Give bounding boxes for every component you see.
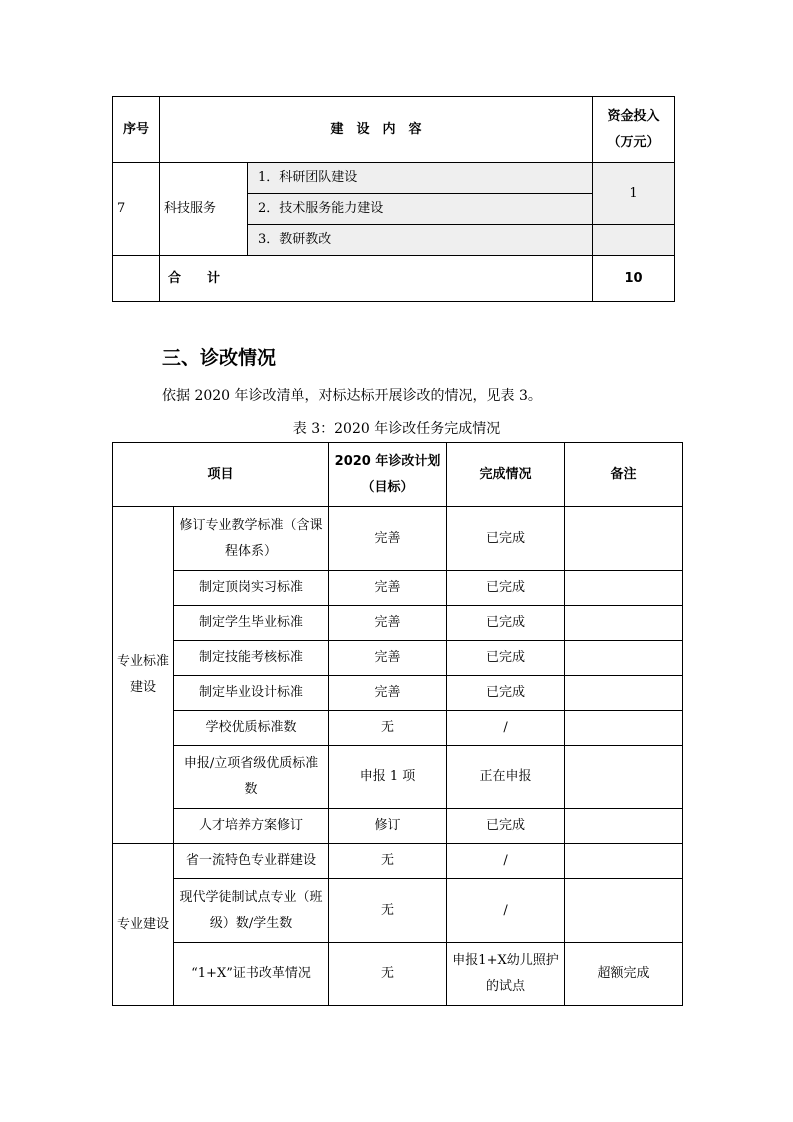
row-remark bbox=[565, 711, 683, 746]
row-plan: 修订 bbox=[329, 809, 447, 844]
header-seq: 序号 bbox=[113, 97, 160, 163]
row-item: 人才培养方案修订 bbox=[174, 809, 329, 844]
header-status: 完成情况 bbox=[447, 443, 565, 507]
row7-item: 2．技术服务能力建设 bbox=[248, 194, 593, 225]
row-status: 申报1+X幼儿照护的试点 bbox=[447, 943, 565, 1006]
row-plan: 完善 bbox=[329, 641, 447, 676]
row-remark bbox=[565, 676, 683, 711]
row-plan: 完善 bbox=[329, 571, 447, 606]
row-status: / bbox=[447, 879, 565, 943]
header-project: 项目 bbox=[113, 443, 329, 507]
section-intro: 依据 2020 年诊改清单，对标达标开展诊改的情况，见表 3。 bbox=[162, 388, 542, 404]
row7-funding-empty bbox=[593, 225, 675, 256]
row-remark bbox=[565, 507, 683, 571]
row-status: 已完成 bbox=[447, 507, 565, 571]
row-plan: 无 bbox=[329, 879, 447, 943]
row-remark bbox=[565, 606, 683, 641]
header-remark: 备注 bbox=[565, 443, 683, 507]
total-value: 10 bbox=[593, 256, 675, 302]
row-item: 现代学徒制试点专业（班级）数/学生数 bbox=[174, 879, 329, 943]
row-item: 修订专业教学标准（含课程体系） bbox=[174, 507, 329, 571]
row-item: “1+X”证书改革情况 bbox=[174, 943, 329, 1006]
row-item: 申报/立项省级优质标准数 bbox=[174, 746, 329, 809]
row-plan: 无 bbox=[329, 943, 447, 1006]
row-item: 学校优质标准数 bbox=[174, 711, 329, 746]
header-plan: 2020 年诊改计划（目标） bbox=[329, 443, 447, 507]
row-plan: 完善 bbox=[329, 507, 447, 571]
row-remark bbox=[565, 809, 683, 844]
row-item: 省一流特色专业群建设 bbox=[174, 844, 329, 879]
section-heading: 三、诊改情况 bbox=[162, 347, 277, 369]
row-status: 已完成 bbox=[447, 571, 565, 606]
row-status: 已完成 bbox=[447, 676, 565, 711]
row7-category: 科技服务 bbox=[160, 163, 248, 256]
row-item: 制定毕业设计标准 bbox=[174, 676, 329, 711]
total-label: 合 计 bbox=[160, 256, 593, 302]
row-plan: 无 bbox=[329, 711, 447, 746]
group-name: 专业建设 bbox=[113, 844, 174, 1006]
total-seq-empty bbox=[113, 256, 160, 302]
row-remark: 超额完成 bbox=[565, 943, 683, 1006]
row-status: 已完成 bbox=[447, 641, 565, 676]
row7-funding: 1 bbox=[593, 163, 675, 225]
row-plan: 完善 bbox=[329, 606, 447, 641]
row-status: 已完成 bbox=[447, 606, 565, 641]
row-status: / bbox=[447, 844, 565, 879]
row-remark bbox=[565, 571, 683, 606]
row7-item: 3．教研教改 bbox=[248, 225, 593, 256]
row-status: / bbox=[447, 711, 565, 746]
header-content: 建 设 内 容 bbox=[160, 97, 593, 163]
row-status: 已完成 bbox=[447, 809, 565, 844]
row7-item: 1．科研团队建设 bbox=[248, 163, 593, 194]
row-item: 制定顶岗实习标准 bbox=[174, 571, 329, 606]
row7-seq: 7 bbox=[113, 163, 160, 256]
row-item: 制定技能考核标准 bbox=[174, 641, 329, 676]
row-remark bbox=[565, 844, 683, 879]
row-remark bbox=[565, 879, 683, 943]
row-remark bbox=[565, 746, 683, 809]
group-name: 专业标准建设 bbox=[113, 507, 174, 844]
row-plan: 申报 1 项 bbox=[329, 746, 447, 809]
row-status: 正在申报 bbox=[447, 746, 565, 809]
row-item: 制定学生毕业标准 bbox=[174, 606, 329, 641]
funding-table bbox=[112, 96, 675, 302]
table-caption: 表 3：2020 年诊改任务完成情况 bbox=[292, 421, 501, 437]
row-plan: 无 bbox=[329, 844, 447, 879]
row-plan: 完善 bbox=[329, 676, 447, 711]
header-funding: 资金投入（万元） bbox=[593, 97, 675, 163]
diagnosis-table bbox=[112, 442, 683, 1006]
row-remark bbox=[565, 641, 683, 676]
